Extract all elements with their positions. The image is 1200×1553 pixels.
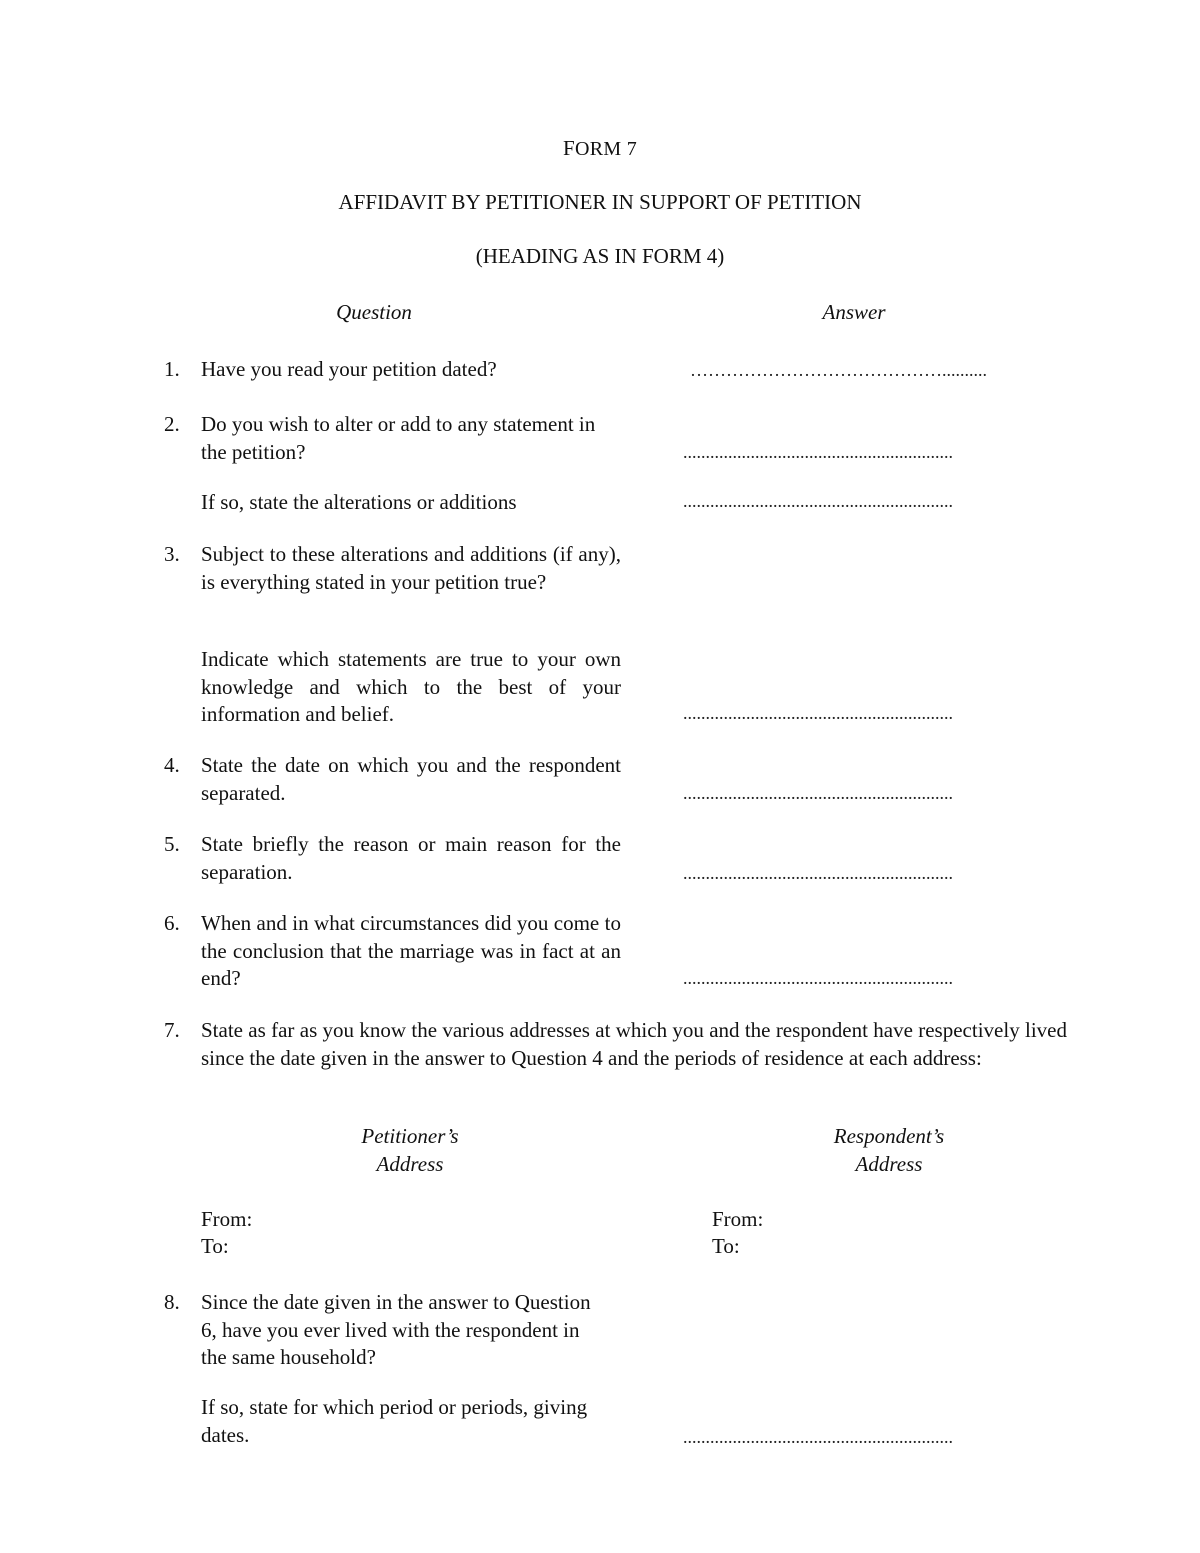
- answer-column-heading: Answer: [822, 300, 886, 324]
- question-4-text: State the date on which you and the respondent separated.: [201, 753, 621, 805]
- respondent-to-label[interactable]: To:: [712, 1234, 740, 1258]
- form-number-rest: ORM 7: [574, 138, 638, 160]
- form-number-initial: F: [562, 136, 575, 160]
- question-1-answer-line[interactable]: ……………………………………..........: [690, 360, 987, 380]
- question-7-text: State as far as you know the various addresses at which you and the respondent have respectively lived since the date given in the answer to Question 4 and the periods of residence at each address:: [201, 1018, 1067, 1070]
- question-6-answer-line[interactable]: ............................................................: [683, 968, 953, 988]
- petitioner-address-heading-line2: Address: [376, 1152, 444, 1176]
- respondent-from-label[interactable]: From:: [712, 1207, 764, 1231]
- question-7-number: 7.: [164, 1018, 180, 1042]
- respondent-address-heading-line1: Respondent’s: [833, 1124, 945, 1148]
- question-2-subtext: If so, state the alterations or additions: [201, 490, 517, 514]
- question-column-heading: Question: [336, 300, 412, 324]
- question-4-number: 4.: [164, 753, 180, 777]
- petitioner-address-heading: [310, 1122, 510, 1178]
- respondent-address-heading: [789, 1122, 989, 1178]
- question-5-text: State briefly the reason or main reason for the separation.: [201, 832, 621, 884]
- question-1-text: Have you read your petition dated?: [201, 357, 497, 381]
- question-3-answer-line[interactable]: ............................................................: [683, 703, 953, 723]
- petitioner-from-label[interactable]: From:: [201, 1207, 253, 1231]
- question-3-number: 3.: [164, 542, 180, 566]
- petitioner-to-label[interactable]: To:: [201, 1234, 229, 1258]
- question-4-answer-line[interactable]: ............................................................: [683, 783, 953, 803]
- question-5-answer-line[interactable]: ............................................................: [683, 863, 953, 883]
- question-2-answer-line[interactable]: ............................................................: [683, 442, 953, 462]
- question-3-text: Subject to these alterations and additions (if any), is everything stated in your petition true?: [201, 542, 621, 594]
- question-2-number: 2.: [164, 412, 180, 436]
- question-8-answer-line[interactable]: ............................................................: [683, 1427, 953, 1447]
- form-number: [0, 136, 1200, 161]
- question-3-subtext: Indicate which statements are true to your own knowledge and which to the best of your information and belief.: [201, 647, 621, 726]
- question-8-subtext: If so, state for which period or periods, giving dates.: [201, 1395, 588, 1447]
- respondent-address-heading-line2: Address: [855, 1152, 923, 1176]
- question-1-number: 1.: [164, 357, 180, 381]
- question-5-number: 5.: [164, 832, 180, 856]
- question-6-number: 6.: [164, 911, 180, 935]
- petitioner-address-heading-line1: Petitioner’s: [361, 1124, 459, 1148]
- question-6-text: When and in what circumstances did you come to the conclusion that the marriage was in fact at an end?: [201, 911, 621, 990]
- question-8-number: 8.: [164, 1290, 180, 1314]
- question-8-text: Since the date given in the answer to Question 6, have you ever lived with the respondent in the same household?: [201, 1290, 591, 1369]
- question-2-sub-answer-line[interactable]: ............................................................: [683, 491, 953, 511]
- document-subtitle: (HEADING AS IN FORM 4): [475, 244, 725, 268]
- document-title: AFFIDAVIT BY PETITIONER IN SUPPORT OF PETITION: [338, 190, 862, 214]
- question-2-text: Do you wish to alter or add to any statement in the petition?: [201, 412, 596, 464]
